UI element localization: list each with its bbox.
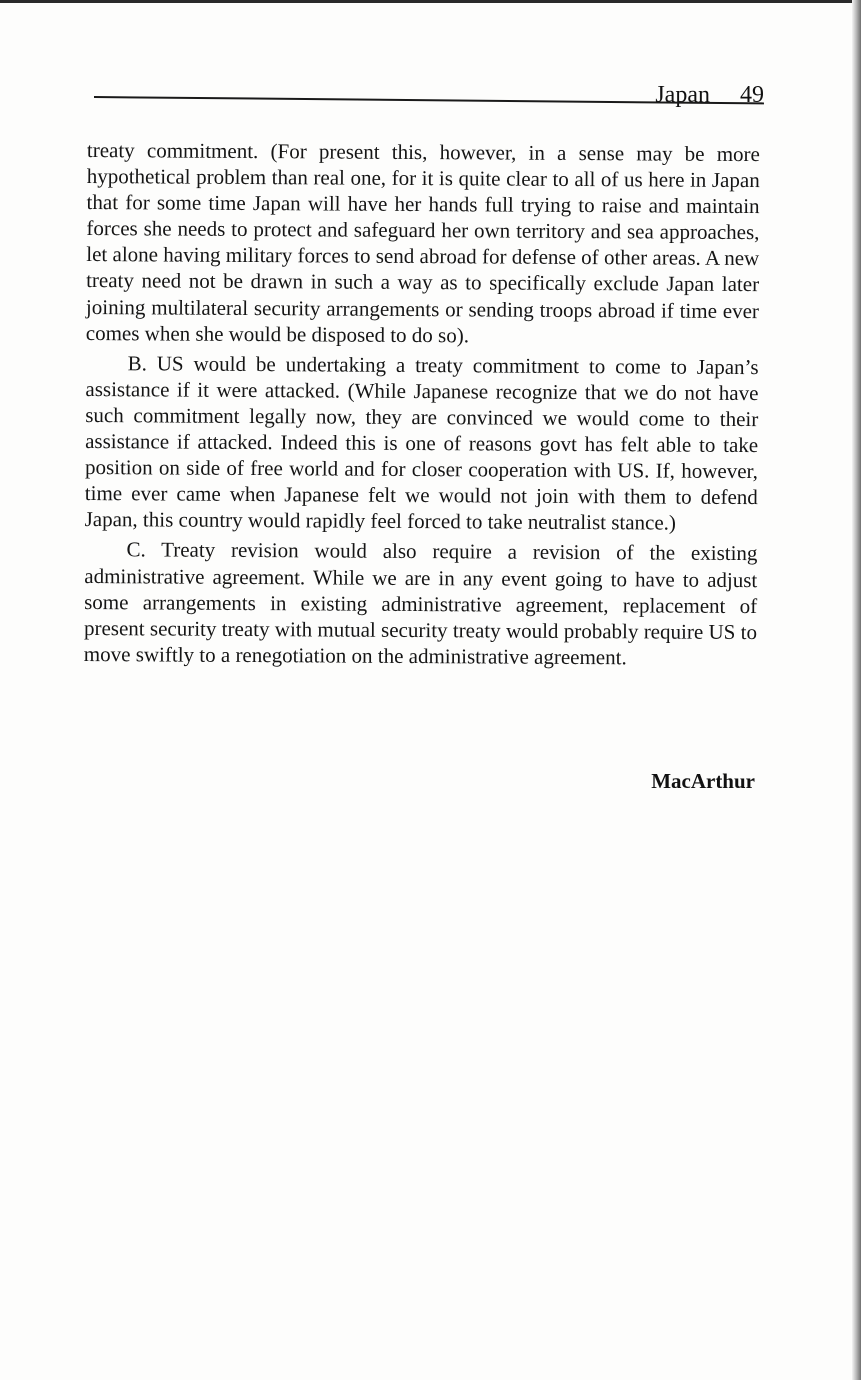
scan-right-edge (852, 0, 861, 1380)
body-paragraph-c: C. Treaty revision would also require a revision of the existing administrative agreement. While we are in any event going to have to adjust some arrangements in existing administrative agreement, replacement of present security treaty with mutual security treaty would probably require US to move swiftly to a renegotiation on the administrative agreement. (83, 537, 758, 670)
running-head-title: Japan (655, 82, 710, 108)
page-number: 49 (740, 82, 764, 108)
body-paragraph-b: B. US would be undertaking a treaty commitment to come to Japan’s assistance if it were attacked. (While Japanese recognize that we do not have such commitment legally now, they are convinced we would come to their assistance if attacked. Indeed this is one of reasons govt has felt able to take position on side of free world and for closer cooperation with US. If, however, time ever came when Japanese felt we would not join with them to defend Japan, this country would rapidly feel forced to take neutralist stance.) (84, 351, 759, 535)
signature: MacArthur (651, 769, 755, 793)
scan-top-border (0, 0, 861, 3)
running-head (94, 78, 764, 110)
document-body (84, 137, 760, 675)
body-paragraph-continued: treaty commitment. (For present this, however, in a sense may be more hypothetical problem than real one, for it is quite clear to all of us here in Japan that for some time Japan will have her hands full trying to raise and maintain forces she needs to protect and safeguard her own territory and sea approaches, let alone having military forces to send abroad for defense of other areas. A new treaty need not be drawn in such a way as to specifically exclude Japan later joining multilateral security arrangements or sending troops abroad if time ever comes when she would be disposed to do so). (85, 137, 760, 347)
